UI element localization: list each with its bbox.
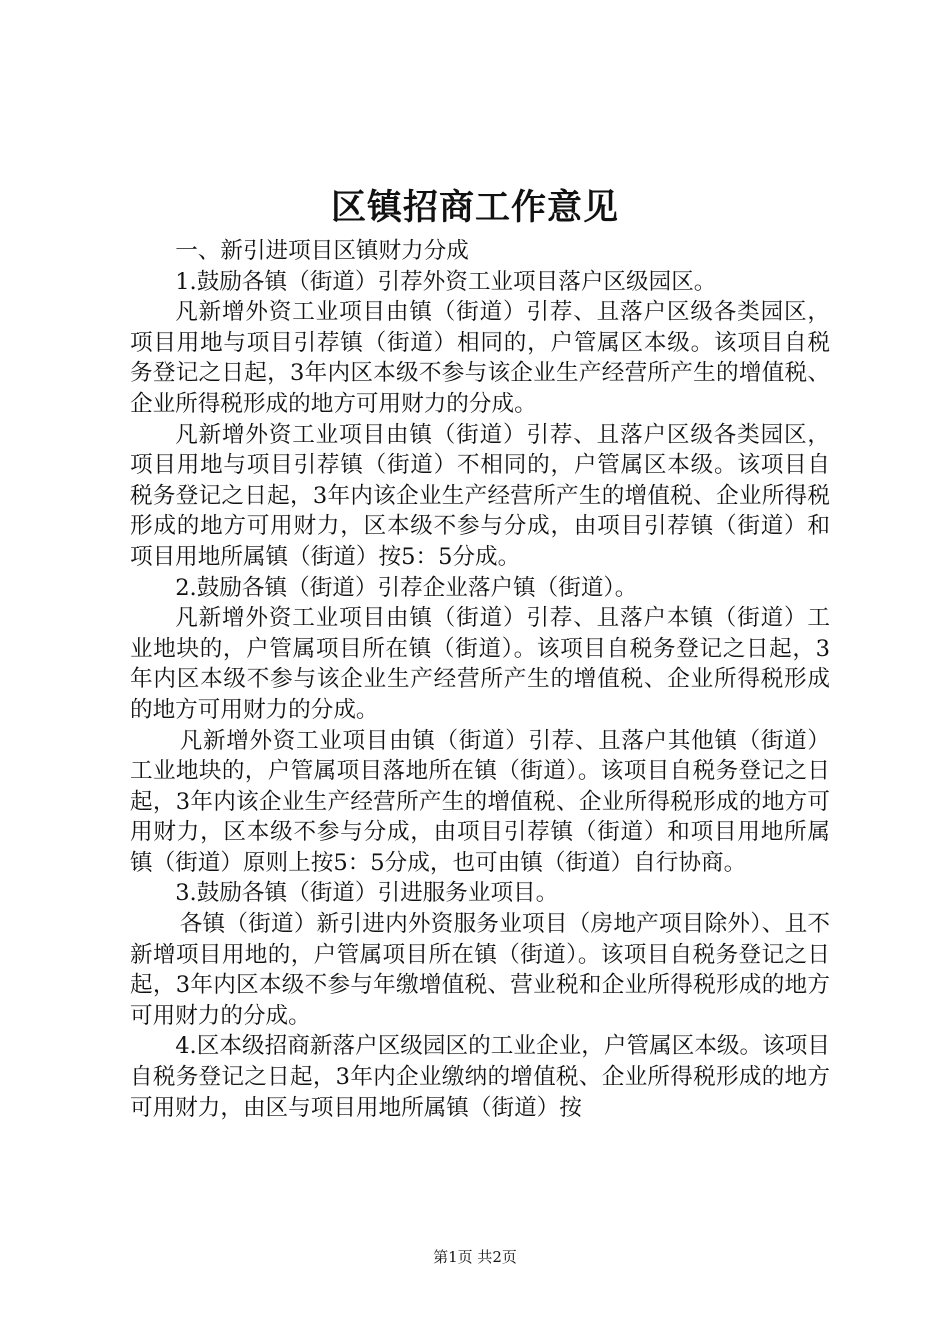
paragraph: 凡新增外资工业项目由镇（街道）引荐、且落户其他镇（街道）工业地块的，户管属项目落地所在镇（街道）。该项目自税务登记之日起，3年内该企业生产经营所产生的增值税、企业所得税形成的地方可用财力，区本级不参与分成，由项目引荐镇（街道）和项目用地所属镇（街道）原则上按5：5分成，也可由镇（街道）自行协商。: [130, 727, 830, 876]
section-heading: 一、新引进项目区镇财力分成: [175, 238, 469, 264]
item-heading-1: 1.鼓励各镇（街道）引荐外资工业项目落户区级园区。: [175, 268, 717, 295]
item-heading-4: 4.区本级招商新落户区级园区的工业企业，户管属区本级。该项目自税务登记之日起，3年内企业缴纳的增值税、企业所得税形成的地方可用财力，由区与项目用地所属镇（街道）按: [130, 1033, 830, 1121]
paragraph: 凡新增外资工业项目由镇（街道）引荐、且落户区级各类园区，项目用地与项目引荐镇（街道）不相同的，户管属区本级。该项目自税务登记之日起，3年内该企业生产经营所产生的增值税、企业所得税形成的地方可用财力，区本级不参与分成，由项目引荐镇（街道）和项目用地所属镇（街道）按5：5分成。: [130, 421, 830, 570]
paragraph: 凡新增外资工业项目由镇（街道）引荐、且落户区级各类园区，项目用地与项目引荐镇（街道）相同的，户管属区本级。该项目自税务登记之日起，3年内区本级不参与该企业生产经营所产生的增值税、企业所得税形成的地方可用财力的分成。: [130, 299, 830, 417]
item-heading-2: 2.鼓励各镇（街道）引荐企业落户镇（街道）。: [175, 574, 638, 601]
document-body: [130, 236, 830, 1123]
document-title: 区镇招商工作意见: [330, 187, 619, 228]
item-heading-3: 3.鼓励各镇（街道）引进服务业项目。: [175, 880, 559, 907]
paragraph: 各镇（街道）新引进内外资服务业项目（房地产项目除外）、且不新增项目用地的，户管属项目所在镇（街道）。该项目自税务登记之日起，3年内区本级不参与年缴增值税、营业税和企业所得税形成的地方可用财力的分成。: [130, 911, 830, 1029]
paragraph: 凡新增外资工业项目由镇（街道）引荐、且落户本镇（街道）工业地块的，户管属项目所在镇（街道）。该项目自税务登记之日起，3年内区本级不参与该企业生产经营所产生的增值税、企业所得税形成的地方可用财力的分成。: [130, 605, 830, 723]
page-footer: 第1页 共2页: [433, 1248, 517, 1266]
